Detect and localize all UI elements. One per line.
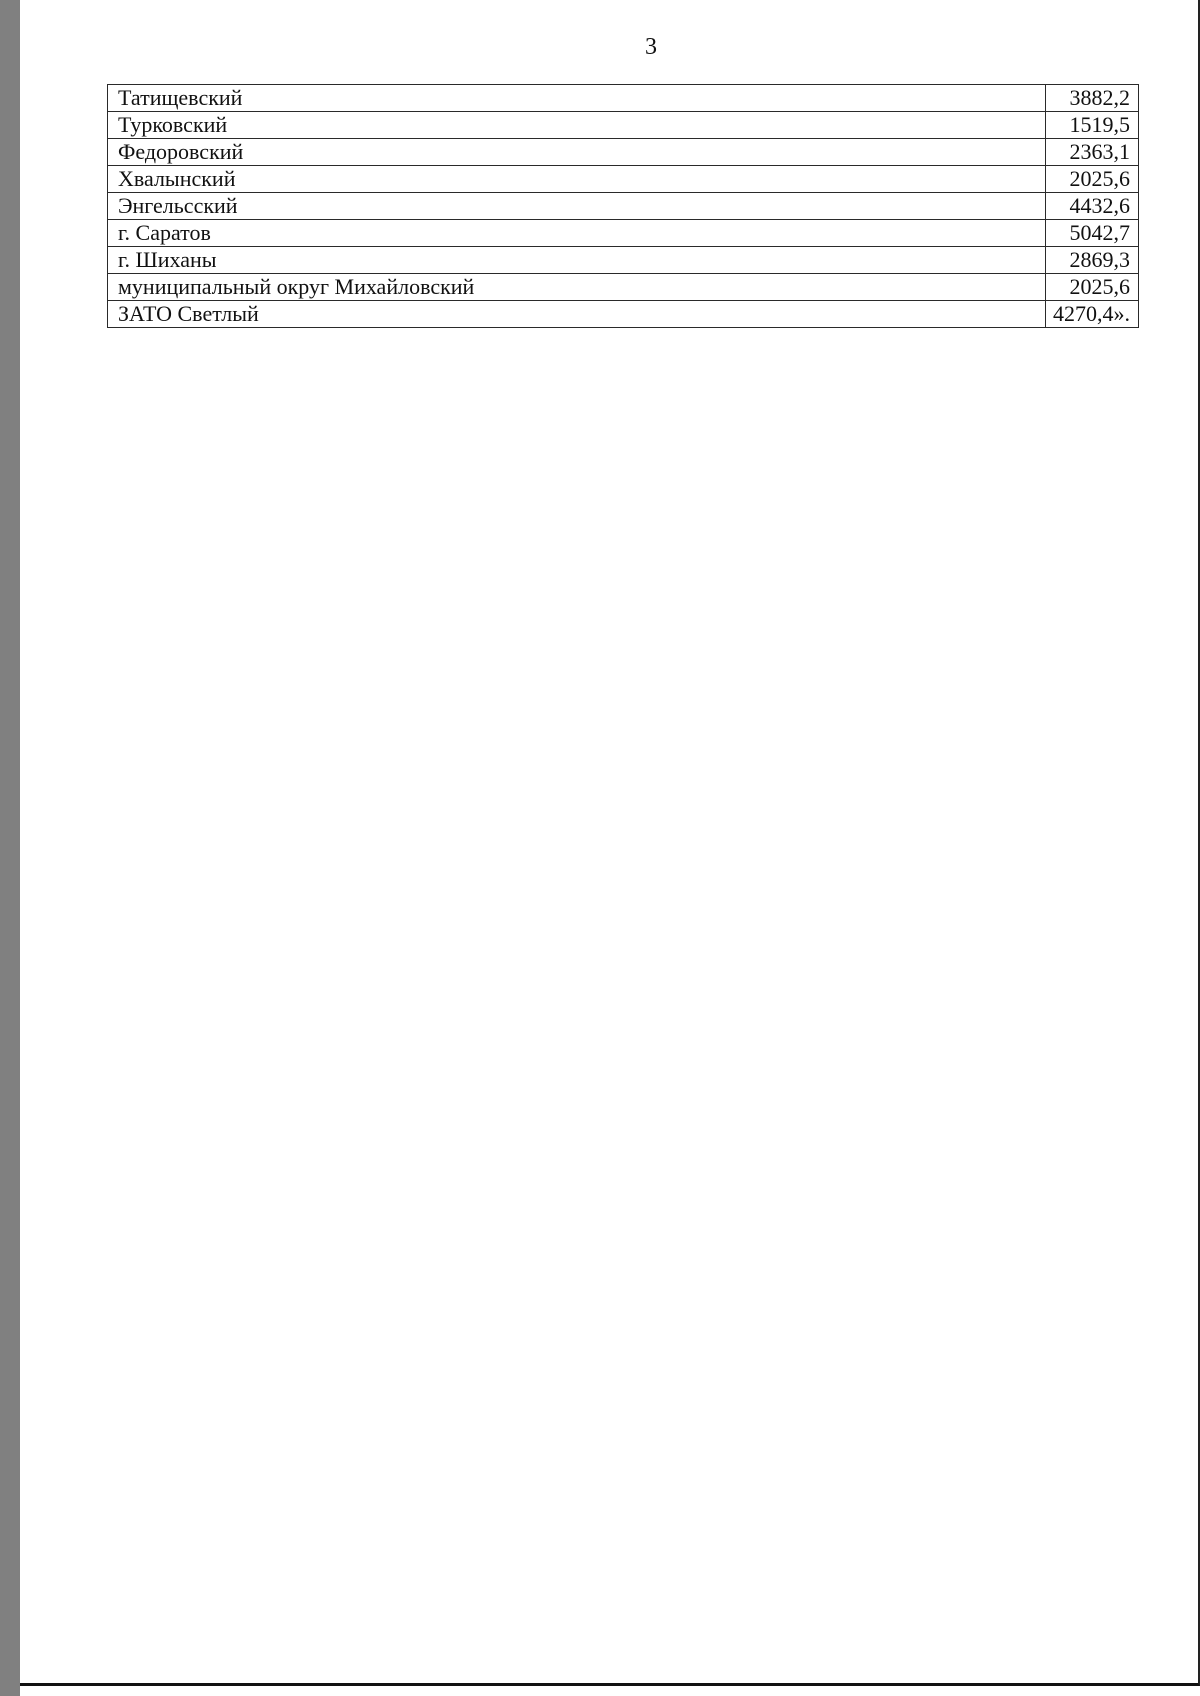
row-name-cell: г. Саратов	[108, 220, 1046, 247]
row-name-cell: Хвалынский	[108, 166, 1046, 193]
table-row	[108, 247, 1139, 274]
data-table	[107, 84, 1139, 328]
table-row	[108, 112, 1139, 139]
document-page	[20, 0, 1200, 1686]
row-value-cell: 2025,6	[1046, 166, 1139, 193]
table-body	[108, 85, 1139, 328]
row-value-cell: 2025,6	[1046, 274, 1139, 301]
row-value-cell: 2869,3	[1046, 247, 1139, 274]
row-value-cell: 3882,2	[1046, 85, 1139, 112]
table-row	[108, 193, 1139, 220]
table-row	[108, 301, 1139, 328]
table-row	[108, 274, 1139, 301]
row-value-cell: 5042,7	[1046, 220, 1139, 247]
table-row	[108, 220, 1139, 247]
row-value-cell: 2363,1	[1046, 139, 1139, 166]
page-number: 3	[645, 34, 657, 60]
row-name-cell: ЗАТО Светлый	[108, 301, 1046, 328]
row-value-cell: 4270,4».	[1046, 301, 1139, 328]
table-row	[108, 85, 1139, 112]
row-name-cell: муниципальный округ Михайловский	[108, 274, 1046, 301]
row-name-cell: Энгельсский	[108, 193, 1046, 220]
row-value-cell: 4432,6	[1046, 193, 1139, 220]
viewer-left-margin	[0, 0, 20, 1696]
table-row	[108, 166, 1139, 193]
row-value-cell: 1519,5	[1046, 112, 1139, 139]
row-name-cell: Татищевский	[108, 85, 1046, 112]
row-name-cell: г. Шиханы	[108, 247, 1046, 274]
row-name-cell: Турковский	[108, 112, 1046, 139]
table-row	[108, 139, 1139, 166]
row-name-cell: Федоровский	[108, 139, 1046, 166]
